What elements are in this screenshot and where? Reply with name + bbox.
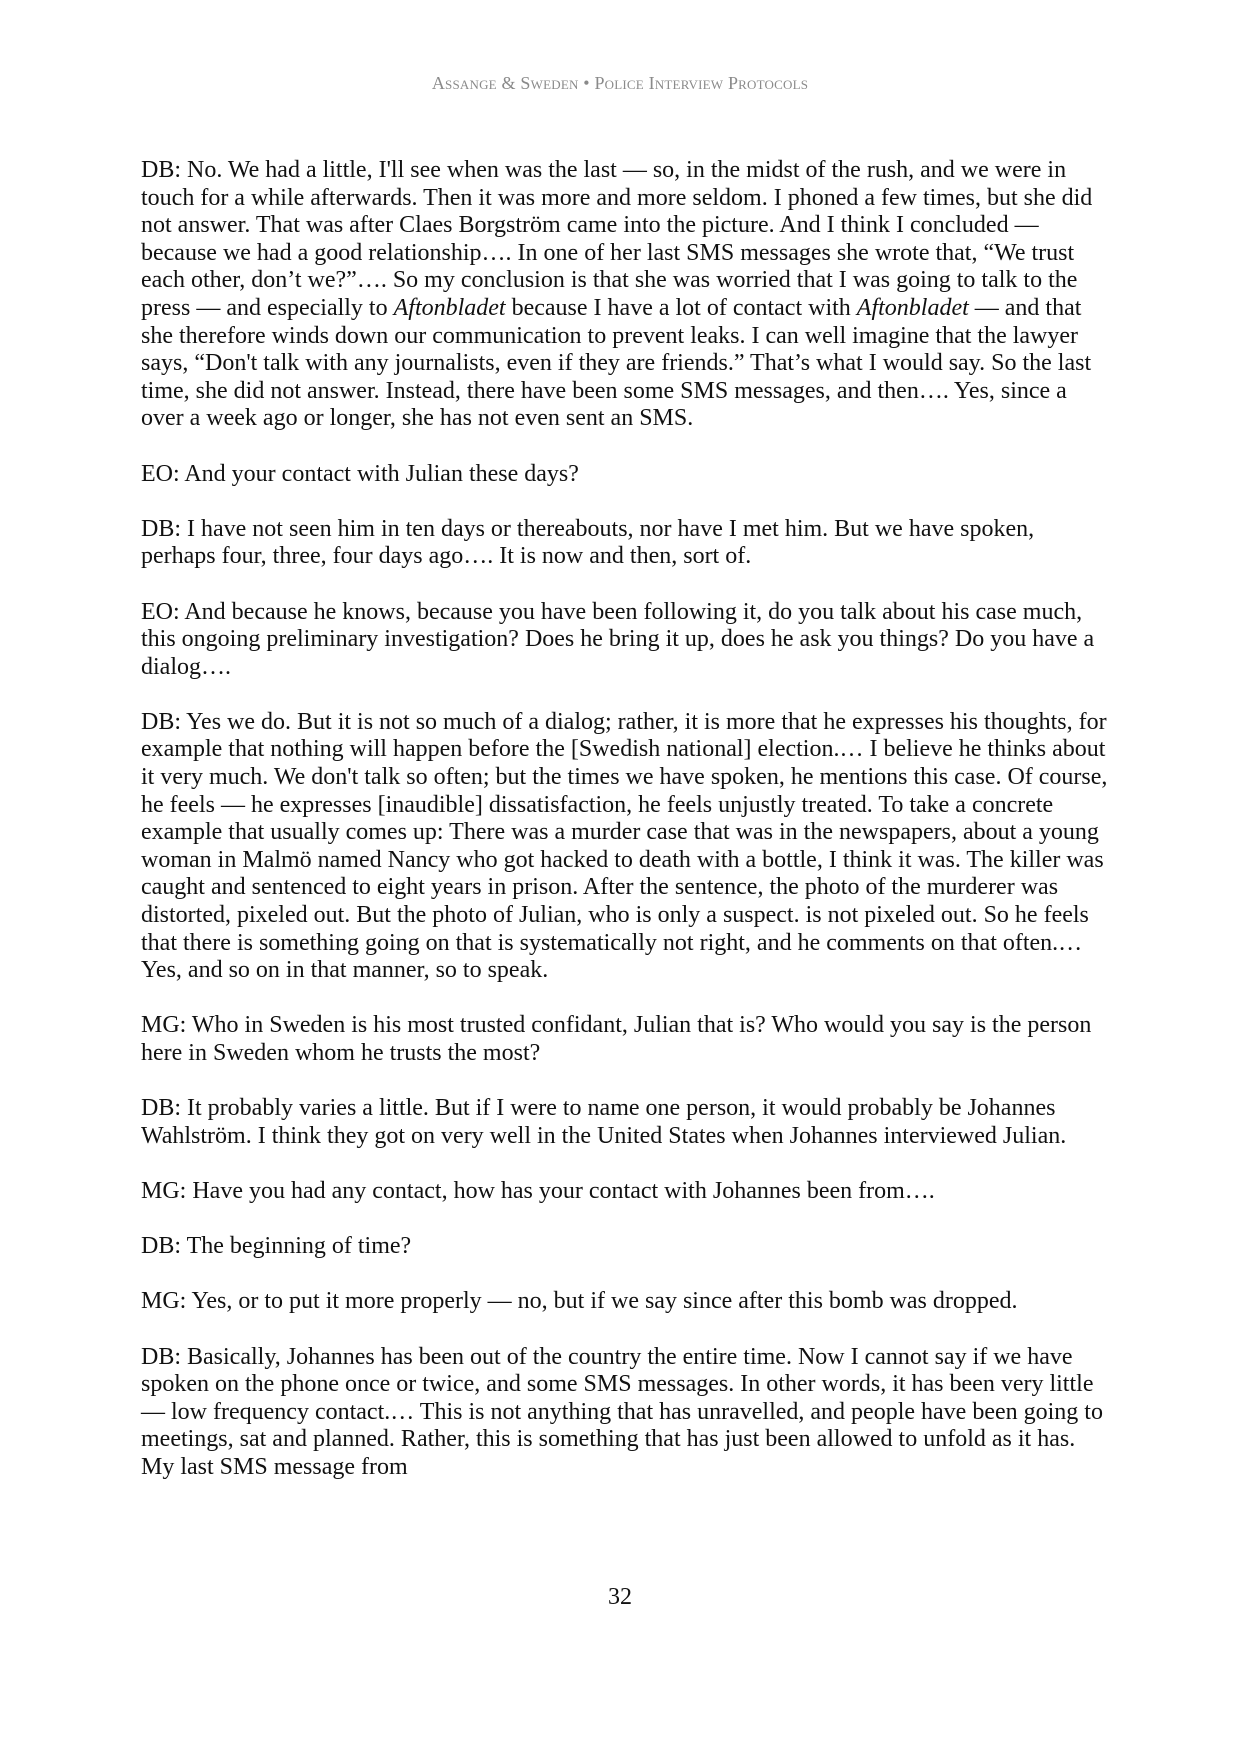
paragraph-text: DB: It probably varies a little. But if I were to name one person, it would probably be Johannes Wahlström. I think they got on very well in the United States when Johannes interviewed Julian. <box>141 1095 1067 1149</box>
paragraph-db-answer <box>141 516 1114 571</box>
paragraph-text: because I have a lot of contact with <box>505 294 857 321</box>
paragraph-text: DB: The beginning of time? <box>141 1233 412 1260</box>
paragraph-eo-question <box>141 599 1114 682</box>
paragraph-db-answer <box>141 1095 1114 1150</box>
document-body <box>141 157 1114 1509</box>
paragraph-mg-question <box>141 1288 1114 1316</box>
paragraph-db-answer <box>141 709 1114 985</box>
paragraph-text: EO: And because he knows, because you have been following it, do you talk about his case much, this ongoing preliminary investigation? Does he bring it up, does he ask you things? Do you have a dialog…. <box>141 598 1095 680</box>
paragraph-text: MG: Who in Sweden is his most trusted confidant, Julian that is? Who would you say is the person here in Sweden whom he trusts the most? <box>141 1012 1092 1066</box>
publication-title: Aftonbladet <box>856 294 969 321</box>
running-header: Assange & Sweden • Police Interview Protocols <box>431 73 809 93</box>
paragraph-db-sms-contact <box>141 157 1114 433</box>
paragraph-text: EO: And your contact with Julian these days? <box>141 460 579 487</box>
paragraph-text: — and that she therefore winds down our communication to prevent leaks. I can well imagine that the lawyer says, “Don't talk with any journalists, even if they are friends.” That’s what I would say. So the last time, she did not answer. Instead, there have been some SMS messages, and then…. Yes, since a over a week ago or longer, she has not even sent an SMS. <box>141 294 1092 432</box>
paragraph-text: DB: Yes we do. But it is not so much of a dialog; rather, it is more that he expresses his thoughts, for example that nothing will happen before the [Swedish national] election.… I believe he thinks about it very much. We don't talk so often; but the times we have spoken, he mentions this case. Of course, he feels — he expresses [inaudible] dissatisfaction, he feels unjustly treated. To take a concrete example that usually comes up: There was a murder case that was in the newspapers, about a young woman in Malmö named Nancy who got hacked to death with a bottle, I think it was. The killer was caught and sentenced to eight years in prison. After the sentence, the photo of the murderer was distorted, pixeled out. But the photo of Julian, who is only a suspect. is not pixeled out. So he feels that there is something going on that is systematically not right, and he comments on that often.… Yes, and so on in that manner, so to speak. <box>141 708 1108 984</box>
paragraph-db-answer <box>141 1344 1114 1482</box>
paragraph-mg-question <box>141 1178 1114 1206</box>
paragraph-text: DB: No. We had a little, I'll see when was the last — so, in the midst of the rush, and we were in touch for a while afterwards. Then it was more and more seldom. I phoned a few times, but she did not answer. That was after Claes Borgström came into the picture. And I think I concluded — because we had a good relationship…. In one of her last SMS messages she wrote that, “We trust each other, don’t we?”…. So my conclusion is that she was worried that I was going to talk to the press — and especially to <box>141 157 1093 321</box>
paragraph-eo-question <box>141 461 1114 489</box>
paragraph-text: MG: Have you had any contact, how has your contact with Johannes been from…. <box>141 1177 935 1204</box>
paragraph-text: MG: Yes, or to put it more properly — no, but if we say since after this bomb was dropped. <box>141 1288 1018 1315</box>
publication-title: Aftonbladet <box>393 294 506 321</box>
paragraph-mg-question <box>141 1012 1114 1067</box>
paragraph-text: DB: I have not seen him in ten days or thereabouts, nor have I met him. But we have spoken, perhaps four, three, four days ago…. It is now and then, sort of. <box>141 515 1035 570</box>
paragraph-db-answer <box>141 1233 1114 1261</box>
paragraph-text: DB: Basically, Johannes has been out of the country the entire time. Now I cannot say if we have spoken on the phone once or twice, and some SMS messages. In other words, it has been very little — low frequency contact.… This is not anything that has unravelled, and people have been going to meetings, sat and planned. Rather, this is something that has just been allowed to unfold as it has. My last SMS message from <box>141 1343 1103 1480</box>
page-number: 32 <box>608 1584 632 1610</box>
